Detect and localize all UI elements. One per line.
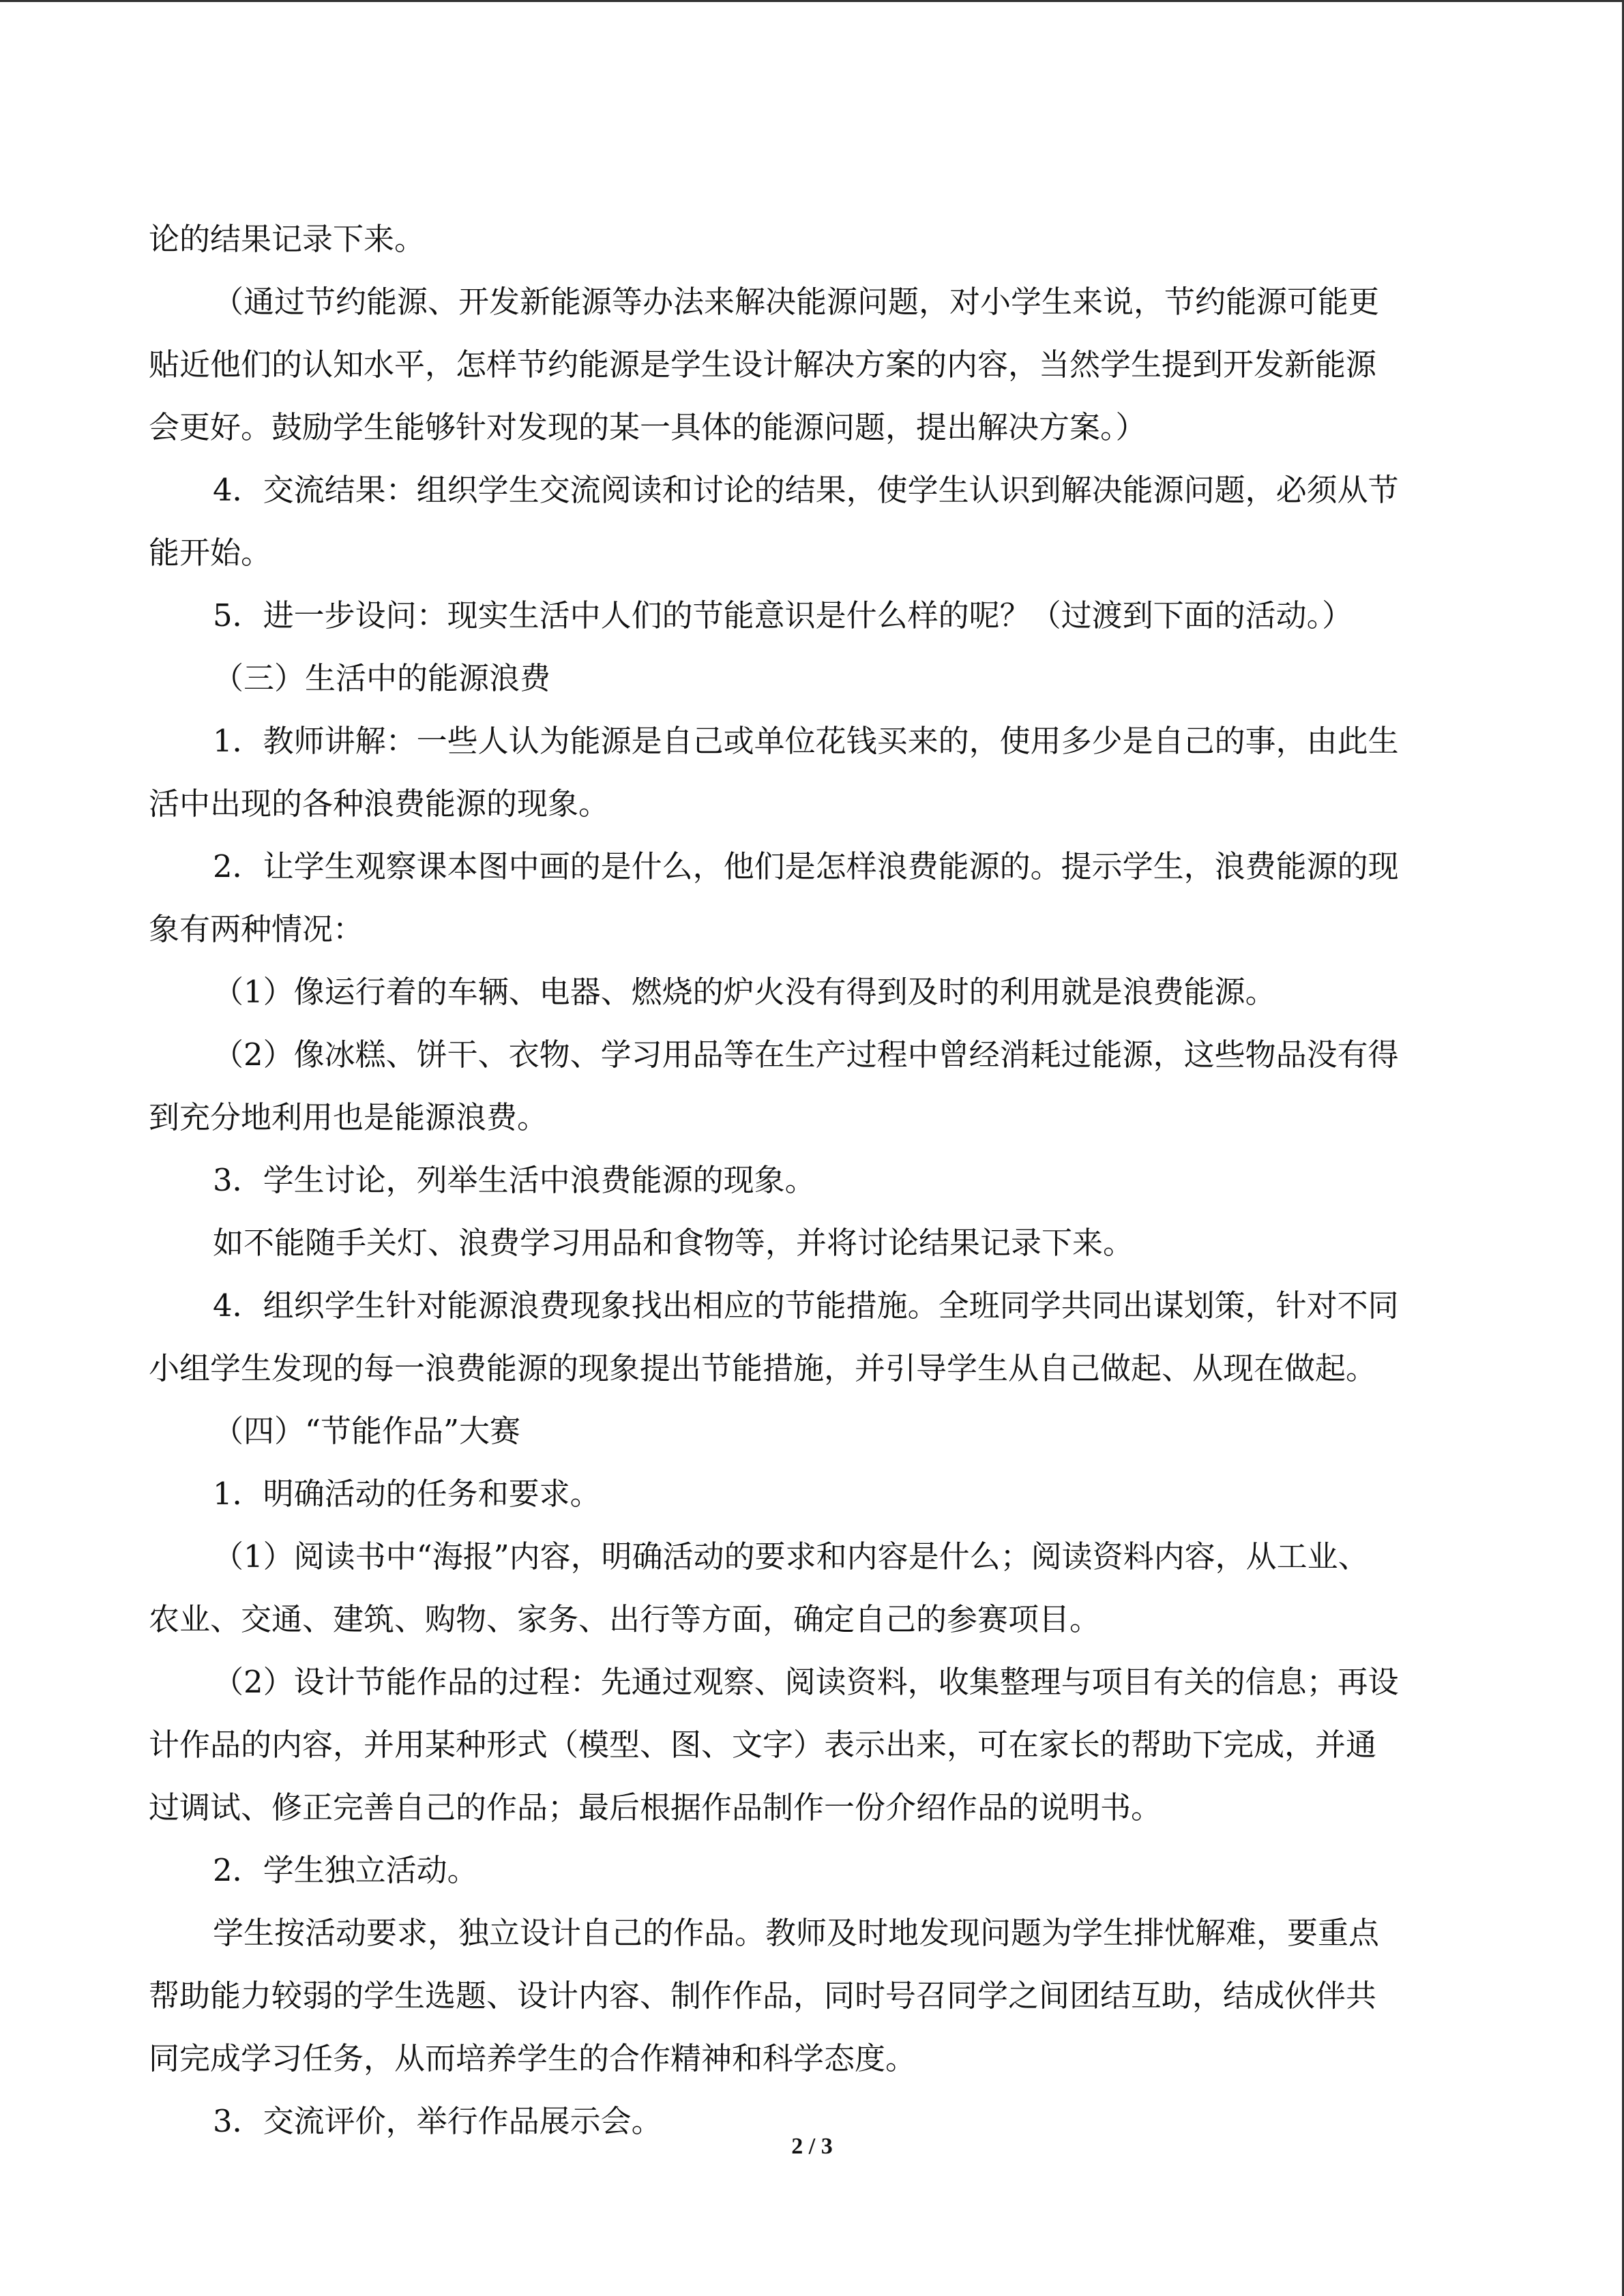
text-line: 1．明确活动的任务和要求。 — [213, 1476, 601, 1512]
text-line: 论的结果记录下来。 — [149, 221, 426, 257]
text-line: 计作品的内容，并用某种形式（模型、图、文字）表示出来，可在家长的帮助下完成，并通 — [149, 1727, 1377, 1763]
text-line: 5．进一步设问：现实生活中人们的节能意识是什么样的呢？（过渡到下面的活动。） — [213, 597, 1353, 633]
text-line: 贴近他们的认知水平，怎样节约能源是学生设计解决方案的内容，当然学生提到开发新能源 — [149, 346, 1377, 383]
text-line: 学生按活动要求，独立设计自己的作品。教师及时地发现问题为学生排忧解难，要重点 — [213, 1915, 1380, 1951]
text-line: 3．学生讨论，列举生活中浪费能源的现象。 — [213, 1162, 816, 1198]
text-line: （2）像冰糕、饼干、衣物、学习用品等在生产过程中曾经消耗过能源，这些物品没有得 — [213, 1037, 1399, 1073]
document-body — [149, 208, 1479, 2153]
text-line: 会更好。鼓励学生能够针对发现的某一具体的能源问题，提出解决方案。） — [149, 409, 1147, 445]
page-number: 2 / 3 — [791, 2134, 833, 2159]
section-heading: （四）“节能作品”大赛 — [213, 1413, 521, 1449]
text-line: 农业、交通、建筑、购物、家务、出行等方面，确定自己的参赛项目。 — [149, 1601, 1101, 1637]
text-line: 能开始。 — [149, 535, 272, 571]
text-line: 4．交流结果：组织学生交流阅读和讨论的结果，使学生认识到解决能源问题，必须从节 — [213, 472, 1399, 508]
text-line: 象有两种情况： — [149, 911, 364, 947]
text-line: 同完成学习任务，从而培养学生的合作精神和科学态度。 — [149, 2040, 917, 2076]
text-line: （通过节约能源、开发新能源等办法来解决能源问题，对小学生来说，节约能源可能更 — [213, 284, 1380, 320]
text-line: 3．交流评价，举行作品展示会。 — [213, 2103, 662, 2139]
text-line: 帮助能力较弱的学生选题、设计内容、制作作品，同时号召同学之间团结互助，结成伙伴共 — [149, 1978, 1377, 2014]
text-line: 到充分地利用也是能源浪费。 — [149, 1099, 548, 1135]
page-top-border — [0, 0, 1624, 2]
text-line: 4．组织学生针对能源浪费现象找出相应的节能措施。全班同学共同出谋划策，针对不同 — [213, 1287, 1399, 1324]
text-line: （2）设计节能作品的过程：先通过观察、阅读资料，收集整理与项目有关的信息；再设 — [213, 1664, 1399, 1700]
text-line: （1）像运行着的车辆、电器、燃烧的炉火没有得到及时的利用就是浪费能源。 — [213, 974, 1276, 1010]
text-line: 过调试、修正完善自己的作品；最后根据作品制作一份介绍作品的说明书。 — [149, 1789, 1162, 1825]
text-line: 2．让学生观察课本图中画的是什么，他们是怎样浪费能源的。提示学生，浪费能源的现 — [213, 848, 1399, 884]
text-line: 2．学生独立活动。 — [213, 1852, 478, 1888]
text-line: 1．教师讲解：一些人认为能源是自己或单位花钱买来的，使用多少是自己的事，由此生 — [213, 723, 1399, 759]
section-heading: （三）生活中的能源浪费 — [213, 660, 551, 696]
text-line: 如不能随手关灯、浪费学习用品和食物等，并将讨论结果记录下来。 — [213, 1225, 1134, 1261]
text-line: （1）阅读书中“海报”内容，明确活动的要求和内容是什么；阅读资料内容，从工业、 — [213, 1538, 1369, 1575]
text-line: 活中出现的各种浪费能源的现象。 — [149, 786, 610, 822]
text-line: 小组学生发现的每一浪费能源的现象提出节能措施，并引导学生从自己做起、从现在做起。 — [149, 1350, 1377, 1386]
